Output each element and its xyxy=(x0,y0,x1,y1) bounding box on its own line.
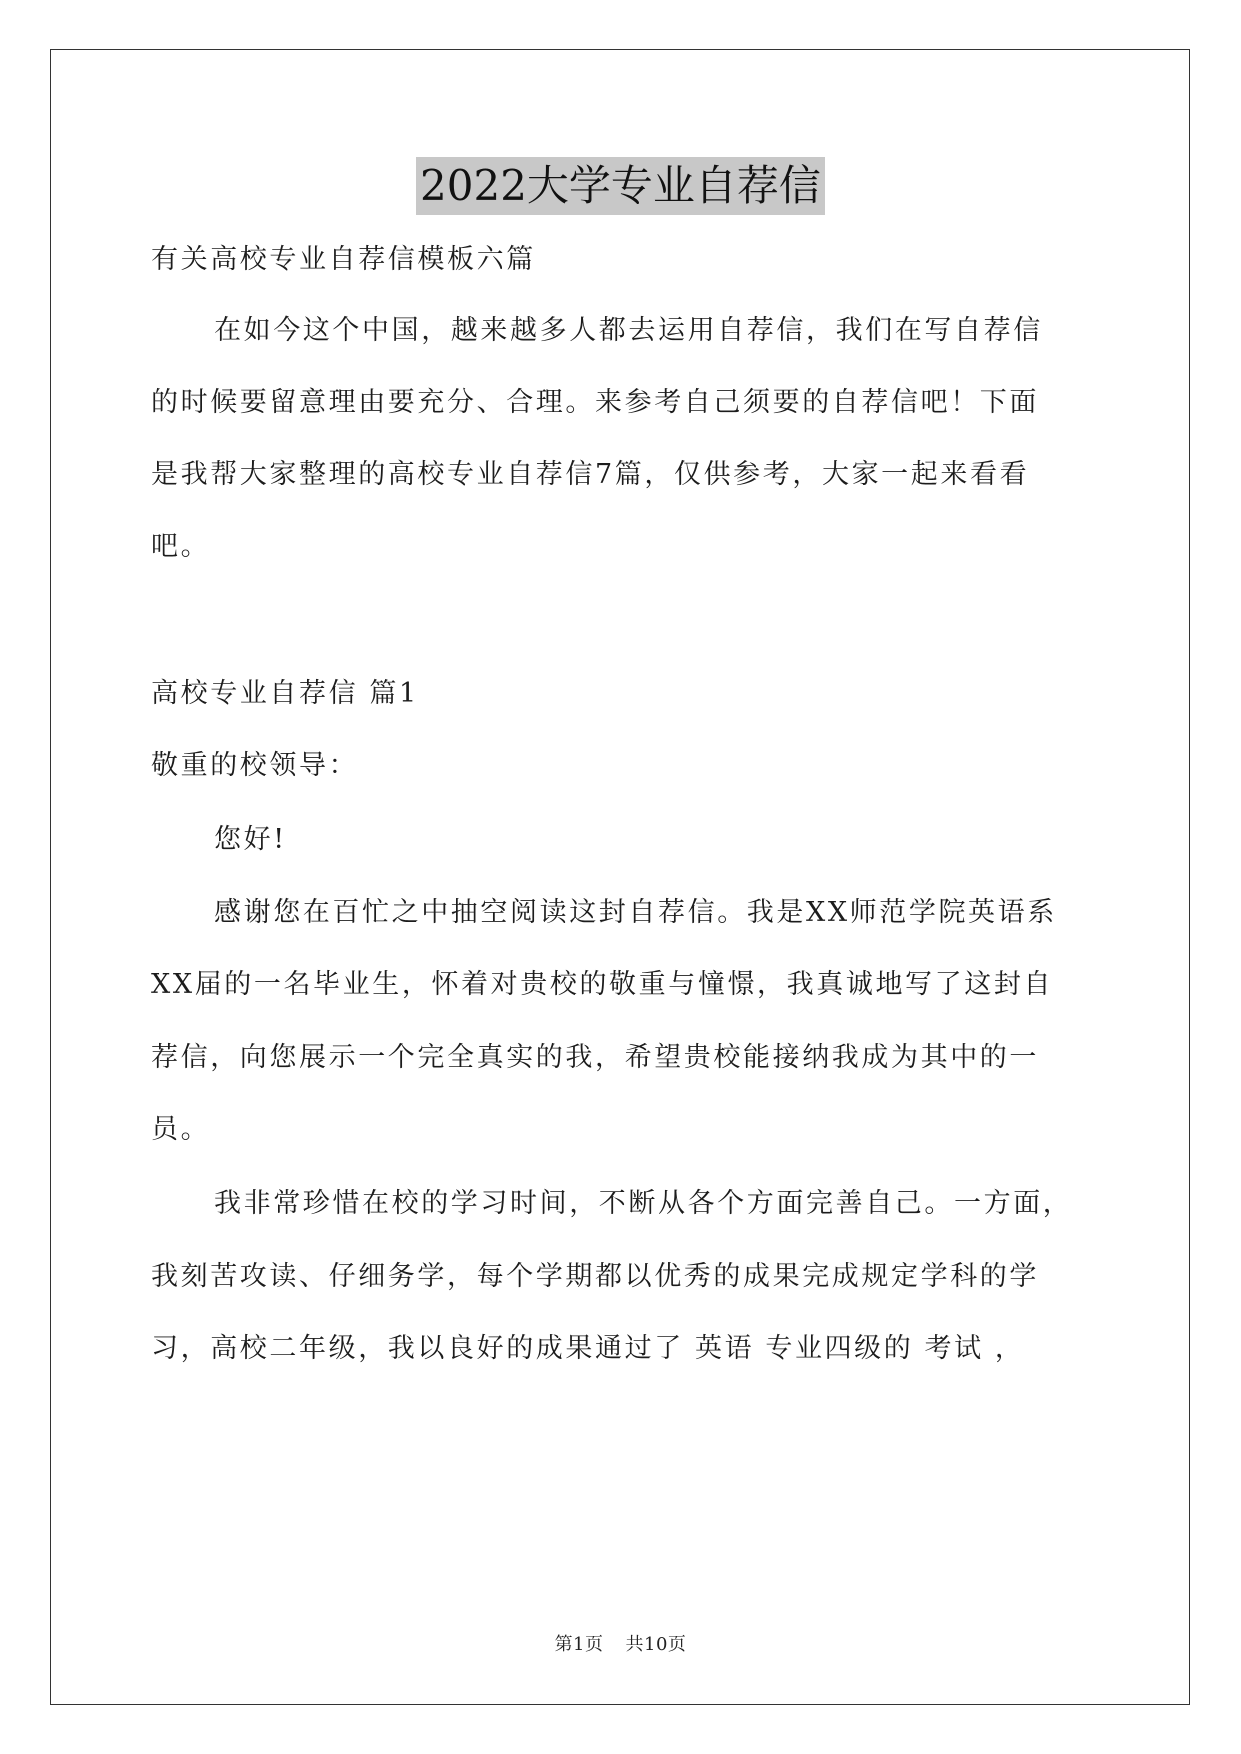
page-number: 第1页 xyxy=(554,1634,604,1655)
paragraph-line: 的时候要留意理由要充分、合理。来参考自己须要的自荐信吧！下面 xyxy=(151,387,1039,418)
salutation: 敬重的校领导： xyxy=(151,750,359,781)
page-footer xyxy=(0,1630,1241,1656)
paragraph-line: XX届的一名毕业生，怀着对贵校的敬重与憧憬，我真诚地写了这封自 xyxy=(151,969,1054,1000)
paragraph-line: 是我帮大家整理的高校专业自荐信7篇，仅供参考，大家一起来看看 xyxy=(151,459,1030,490)
paragraph-line: 我非常珍惜在校的学习时间，不断从各个方面完善自己。一方面， xyxy=(214,1188,1073,1219)
paragraph-line: 吧。 xyxy=(151,531,211,562)
paragraph-line: 员。 xyxy=(151,1114,211,1145)
subtitle-line: 有关高校专业自荐信模板六篇 xyxy=(151,244,536,275)
paragraph-line: 感谢您在百忙之中抽空阅读这封自荐信。我是XX师范学院英语系 xyxy=(214,897,1057,928)
paragraph-line: 我刻苦攻读、仔细务学，每个学期都以优秀的成果完成规定学科的学 xyxy=(151,1261,1039,1292)
page-border xyxy=(50,49,1190,1705)
greeting: 您好! xyxy=(214,824,287,855)
page-total: 共10页 xyxy=(625,1634,687,1655)
section-heading: 高校专业自荐信 篇1 xyxy=(151,678,419,709)
title-block xyxy=(0,157,1241,215)
document-title: 2022大学专业自荐信 xyxy=(416,157,825,215)
paragraph-line: 在如今这个中国，越来越多人都去运用自荐信，我们在写自荐信 xyxy=(214,315,1043,346)
paragraph-line: 习，高校二年级，我以良好的成果通过了 英语 专业四级的 考试 ， xyxy=(151,1333,1025,1364)
paragraph-line: 荐信，向您展示一个完全真实的我，希望贵校能接纳我成为其中的一 xyxy=(151,1042,1039,1073)
